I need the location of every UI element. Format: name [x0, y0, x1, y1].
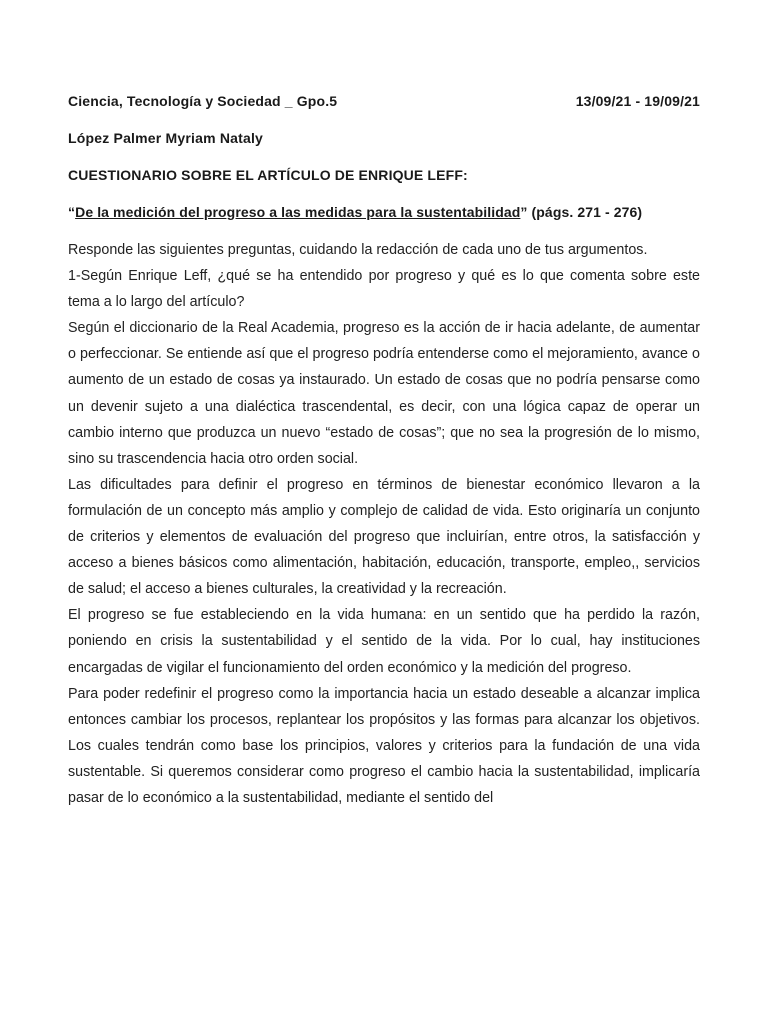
document-body — [68, 237, 700, 811]
answer-paragraph: El progreso se fue estableciendo en la vida humana: en un sentido que ha perdido la razón, poniendo en crisis la sustentabilidad y el sentido de la vida. Por lo cual, hay instituciones encargadas de vigilar el funcionamiento del orden económico y la medición del progreso. — [68, 607, 700, 676]
author-name: López Palmer Myriam Nataly — [68, 130, 264, 146]
article-pages: (págs. 271 - 276) — [527, 204, 643, 220]
article-open-quote: “ — [68, 204, 76, 220]
question-paragraph: 1-Según Enrique Leff, ¿qué se ha entendido por progreso y qué es lo que comenta sobre este tema a lo largo del artículo? — [68, 268, 700, 311]
questionnaire-title: CUESTIONARIO SOBRE EL ARTÍCULO DE ENRIQUE LEFF: — [68, 167, 468, 183]
answer-paragraph: Según el diccionario de la Real Academia, progreso es la acción de ir hacia adelante, de aumentar o perfeccionar. Se entiende así que el progreso podría entenderse como el mejoramiento, avance o aumento de un estado de cosas ya instaurado. Un estado de cosas que no podría pensarse como un devenir sujeto a una dialéctica trascendental, es decir, con una lógica capaz de operar un cambio interno que produzca un nuevo “estado de cosas”; que no sea la progresión de lo mismo, sino su trascendencia hacia otro orden social. — [68, 320, 700, 467]
document-header — [68, 93, 700, 109]
course-name: Ciencia, Tecnología y Sociedad _ Gpo.5 — [68, 93, 338, 109]
answer-paragraph: Las dificultades para definir el progreso en términos de bienestar económico llevaron a la formulación de un concepto más amplio y complejo de calidad de vida. Esto originaría un conjunto de criterios y elementos de evaluación del progreso que incluirían, entre otros, la satisfacción y acceso a bienes básicos como alimentación, habitación, educación, transporte, empleo,, servicios de salud; el acceso a bienes culturales, la creatividad y la recreación. — [68, 476, 700, 598]
answer-paragraph: Para poder redefinir el progreso como la importancia hacia un estado deseable a alcanzar implica entonces cambiar los procesos, replantear los propósitos y las formas para alcanzar los objetivos. Los cuales tendrán como base los principios, valores y criterios para la fundación de una vida sustentable. Si queremos considerar como progreso el cambio hacia la sustentabilidad, implicaría pasar de lo económico a la sustentabilidad, mediante el sentido del — [68, 685, 700, 806]
date-range: 13/09/21 - 19/09/21 — [575, 93, 700, 109]
instruction-paragraph: Responde las siguientes preguntas, cuidando la redacción de cada uno de tus argumentos. — [68, 242, 648, 258]
article-title: De la medición del progreso a las medidas para la sustentabilidad — [75, 204, 521, 220]
article-close-quote: ” — [520, 204, 528, 220]
article-reference — [68, 204, 642, 220]
